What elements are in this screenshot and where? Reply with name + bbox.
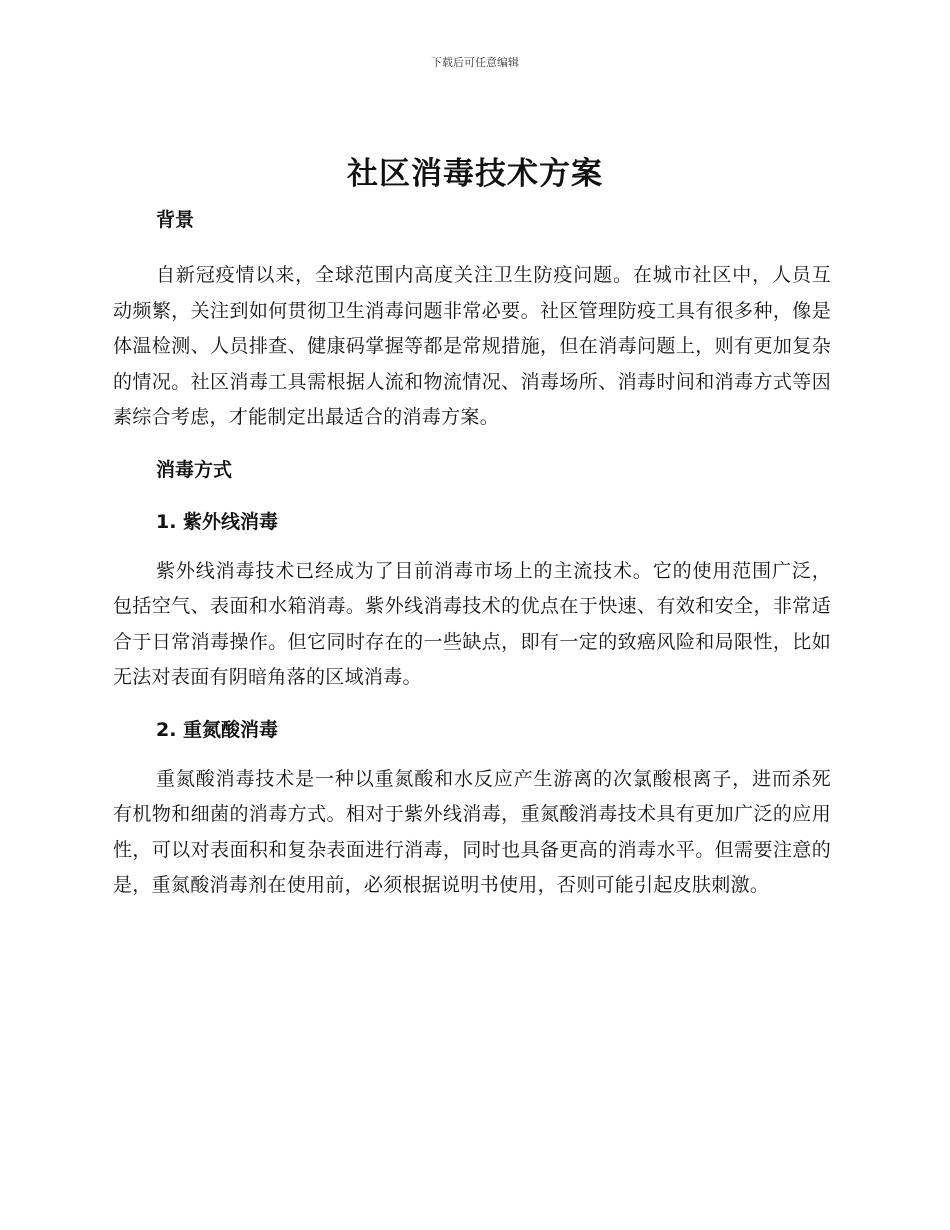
section-heading-background: 背景 [156, 209, 195, 231]
paragraph-background: 自新冠疫情以来，全球范围内高度关注卫生防疫问题。在城市社区中，人员互动频繁，关注到如何贯彻卫生消毒问题非常必要。社区管理防疫工具有很多种，像是体温检测、人员排查、健康码掌握等都是常规措施，但在消毒问题上，则有更加复杂的情况。社区消毒工具需根据人流和物流情况、消毒场所、消毒时间和消毒方式等因素综合考虑，才能制定出最适合的消毒方案。 [113, 264, 831, 428]
section-heading-methods: 消毒方式 [156, 458, 233, 481]
document-title: 社区消毒技术方案 [347, 156, 603, 192]
paragraph-hypochlorous: 重氮酸消毒技术是一种以重氮酸和水反应产生游离的次氯酸根离子，进而杀死有机物和细菌的消毒方式。相对于紫外线消毒，重氮酸消毒技术具有更加广泛的应用性，可以对表面积和复杂表面进行消毒，同时也具备更高的消毒水平。但需要注意的是，重氮酸消毒剂在使用前，必须根据说明书使用，否则可能引起皮肤刺激。 [113, 767, 831, 896]
document-body [113, 200, 831, 904]
section-heading-hypochlorous: 2. 重氮酸消毒 [156, 718, 279, 741]
section-heading-uv: 1. 紫外线消毒 [156, 510, 279, 533]
page-header-note: 下载后可任意编辑 [431, 56, 519, 69]
paragraph-uv: 紫外线消毒技术已经成为了目前消毒市场上的主流技术。它的使用范围广泛，包括空气、表面和水箱消毒。紫外线消毒技术的优点在于快速、有效和安全，非常适合于日常消毒操作。但它同时存在的一些缺点，即有一定的致癌风险和局限性，比如无法对表面有阴暗角落的区域消毒。 [113, 559, 831, 688]
